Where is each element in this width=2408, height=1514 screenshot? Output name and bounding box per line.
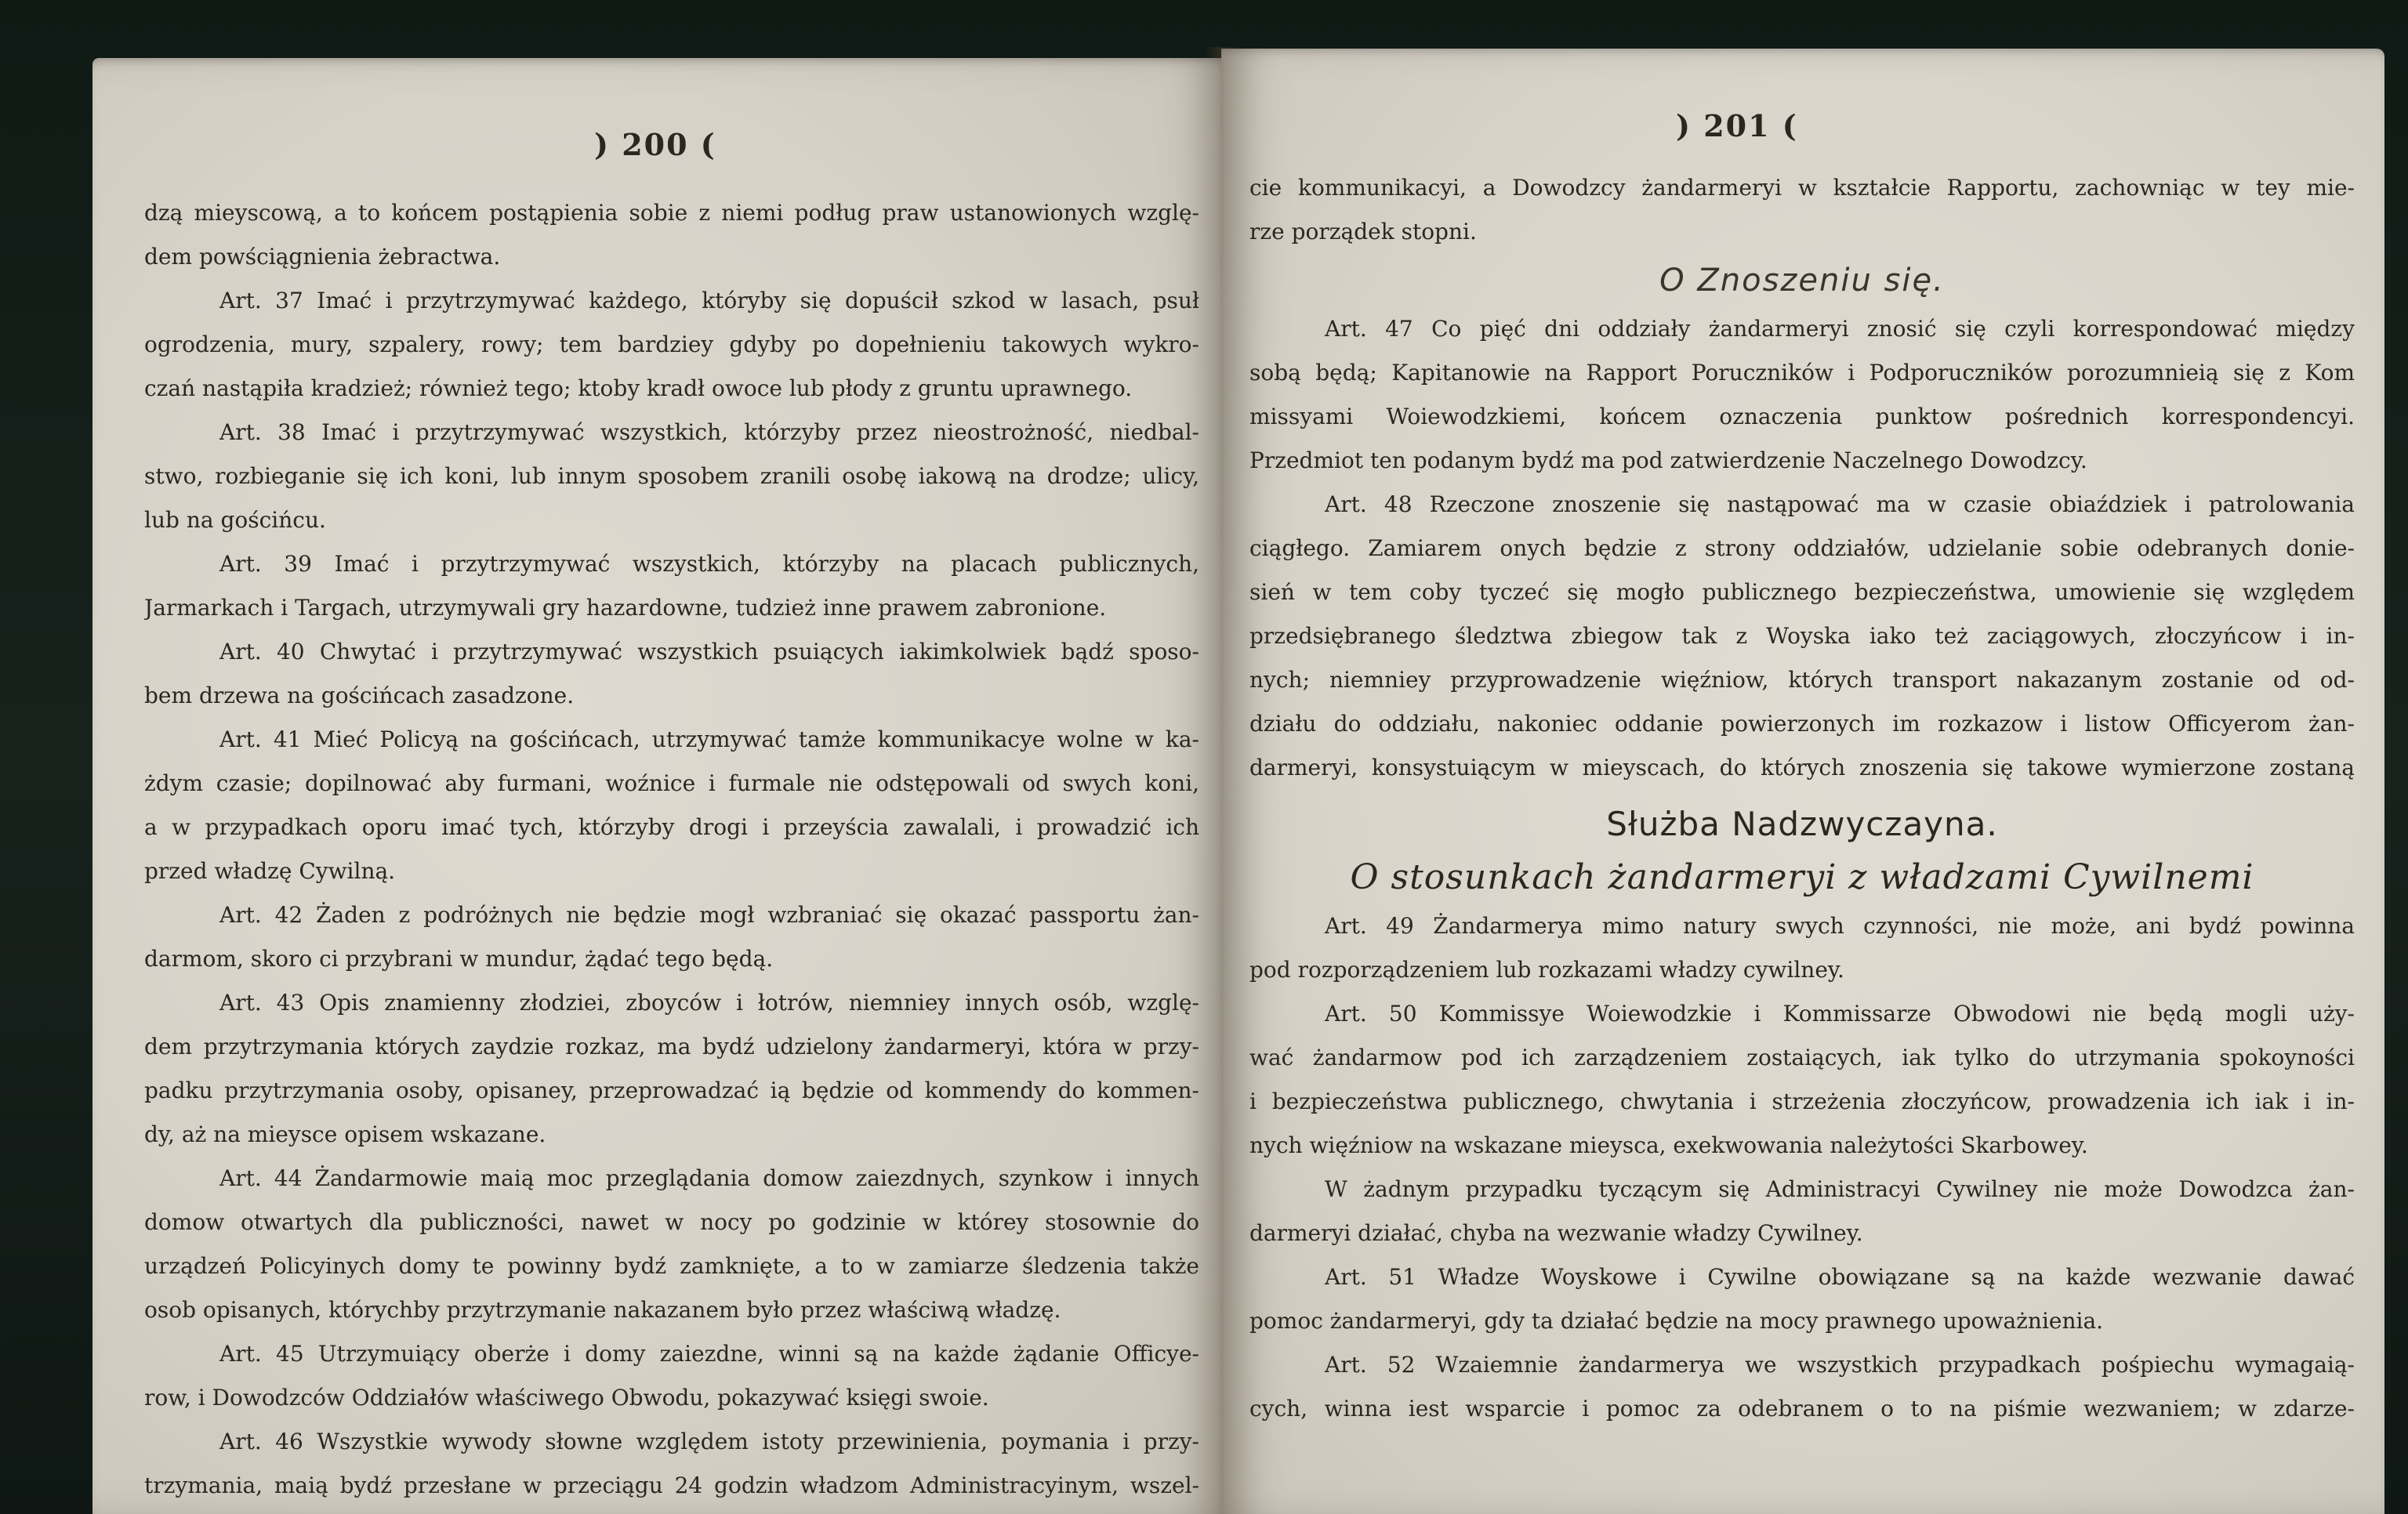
text-line: przedsiębranego śledztwa zbiegow tak z Woyska iako też zaciągowych, złoczyńcow i in-	[1249, 623, 2355, 649]
text-line: lub na gościńcu.	[144, 507, 326, 533]
text-line: dy, aż na mieysce opisem wskazane.	[144, 1121, 546, 1147]
text-line: bem drzewa na gościńcach zasadzone.	[144, 683, 575, 708]
text-line: czań nastąpiła kradzież; również tego; ktoby kradł owoce lub płody z gruntu uprawnego.	[144, 375, 1133, 401]
text-line: Art. 47 Co pięć dni oddziały żandarmeryi znosić się czyli korrespondować między	[1325, 316, 2355, 342]
text-line: Art. 48 Rzeczone znoszenie się nastąpować ma w czasie obiaździek i patrolowania	[1325, 491, 2355, 517]
text-line: darmeryi działać, chyba na wezwanie władzy Cywilney.	[1249, 1220, 1863, 1246]
text-line: przed władzę Cywilną.	[144, 858, 396, 884]
text-line: darmom, skoro ci przybrani w mundur, żądać tego będą.	[144, 946, 774, 972]
page-number-right: ) 201 (	[1676, 108, 1798, 143]
text-line: sień w tem coby tyczeć się mogło publicznego bezpieczeństwa, umowienie się względem	[1249, 579, 2355, 605]
text-line: Art. 41 Mieć Policyą na gościńcach, utrzymywać tamże kommunikacye wolne w ka-	[219, 726, 1199, 752]
text-line: a w przypadkach oporu imać tych, którzyby drogi i przeyścia zawalali, i prowadzić ich	[144, 814, 1199, 840]
text-line: rze porządek stopni.	[1249, 219, 1477, 244]
text-line: dem powściągnienia żebractwa.	[144, 244, 501, 270]
text-line: trzymania, maią bydź przesłane w przeciągu 24 godzin władzom Administracyinym, wszel-	[144, 1472, 1199, 1498]
text-line: stwo, rozbieganie się ich koni, lub innym sposobem zranili osobę iakową na drodze; ulicy,	[144, 463, 1199, 489]
text-line: osob opisanych, którychby przytrzymanie nakazanem było przez właściwą władzę.	[144, 1297, 1061, 1323]
text-line: Art. 50 Kommissye Woiewodzkie i Kommissarze Obwodowi nie będą mogli uży-	[1325, 1001, 2355, 1027]
section-heading-stosunki: O stosunkach żandarmeryi z władzami Cywilnemi	[1350, 857, 2254, 897]
text-line: Art. 46 Wszystkie wywody słowne względem istoty przewinienia, poymania i przy-	[219, 1429, 1199, 1454]
text-line: Art. 43 Opis znamienny złodziei, zboyców i łotrów, niemniey innych osób, wzglę-	[219, 990, 1199, 1016]
text-line: padku przytrzymania osoby, opisaney, przeprowadzać ią będzie od kommendy do kommen-	[144, 1078, 1199, 1103]
text-line: sobą będą; Kapitanowie na Rapport Poruczników i Podporuczników porozumnieią się z Kom	[1249, 360, 2355, 386]
left-page	[92, 58, 1221, 1514]
text-line: Przedmiot ten podanym bydź ma pod zatwierdzenie Naczelnego Dowodzcy.	[1249, 447, 2087, 473]
text-line: missyami Woiewodzkiemi, końcem oznaczenia punktow pośrednich korrespondencyi.	[1249, 404, 2355, 429]
text-line: cych, winna iest wsparcie i pomoc za odebranem o to na piśmie wezwaniem; w zdarze-	[1249, 1396, 2355, 1422]
text-line: Art. 42 Żaden z podróżnych nie będzie mogł wzbraniać się okazać passportu żan-	[219, 902, 1199, 928]
text-line: wać żandarmow pod ich zarządzeniem zostaiących, iak tylko do utrzymania spokoyności	[1249, 1045, 2355, 1070]
text-line: ciągłego. Zamiarem onych będzie z strony oddziałów, udzielanie sobie odebranych donie-	[1249, 535, 2355, 561]
text-line: cie kommunikacyi, a Dowodzcy żandarmeryi w kształcie Rapportu, zachowniąc w tey mie-	[1249, 175, 2355, 201]
text-line: Art. 37 Imać i przytrzymywać każdego, któryby się dopuścił szkod w lasach, psuł	[219, 288, 1199, 313]
text-line: domow otwartych dla publiczności, nawet w nocy po godzinie w którey stosownie do	[144, 1209, 1199, 1235]
text-line: W żadnym przypadku tyczącym się Administracyi Cywilney nie może Dowodzca żan-	[1325, 1176, 2355, 1202]
text-line: Art. 38 Imać i przytrzymywać wszystkich, którzyby przez nieostrożność, niedbal-	[219, 419, 1199, 445]
text-line: nych więźniow na wskazane mieysca, exekwowania należytości Skarbowey.	[1249, 1132, 2088, 1158]
text-line: row, i Dowodzców Oddziałów właściwego Obwodu, pokazywać księgi swoie.	[144, 1385, 989, 1411]
text-line: Art. 45 Utrzymuiący oberże i domy zaiezdne, winni są na każde żądanie Officye-	[219, 1341, 1199, 1367]
text-line: Art. 51 Władze Woyskowe i Cywilne obowiązane są na każde wezwanie dawać	[1325, 1264, 2355, 1290]
text-line: Art. 49 Żandarmerya mimo natury swych czynności, nie może, ani bydź powinna	[1325, 913, 2355, 939]
text-line: dem przytrzymania których zaydzie rozkaz, ma bydź udzielony żandarmeryi, która w przy-	[144, 1034, 1199, 1059]
text-line: dzą mieyscową, a to końcem postąpienia sobie z niemi podług praw ustanowionych wzglę-	[144, 200, 1199, 226]
text-line: i bezpieczeństwa publicznego, chwytania i strzeżenia złoczyńcow, prowadzenia ich iak i in-	[1249, 1088, 2355, 1114]
text-line: Jarmarkach i Targach, utrzymywali gry hazardowne, tudzież inne prawem zabronione.	[144, 595, 1107, 621]
continuation-paragraph	[1249, 166, 2355, 254]
articles-47-48	[1249, 307, 2355, 790]
right-page-text	[1249, 166, 2355, 1431]
text-line: darmeryi, konsystuiącym w mieyscach, do których znoszenia się takowe wymierzone zostaną	[1249, 755, 2355, 781]
text-line: działu do oddziału, nakoniec oddanie powierzonych im rozkazow i listow Officyerom żan-	[1249, 711, 2355, 737]
right-page	[1221, 49, 2384, 1514]
text-line: Art. 52 Wzaiemnie żandarmerya we wszystkich przypadkach pośpiechu wymagaią-	[1325, 1352, 2355, 1378]
section-heading-znoszenie: O Znoszeniu się.	[1659, 263, 1945, 299]
text-line: żdym czasie; dopilnować aby furmani, woźnice i furmale nie odstępowali od swych koni,	[144, 770, 1199, 796]
page-number-left: ) 200 (	[594, 127, 716, 162]
text-line: Art. 40 Chwytać i przytrzymywać wszystkich psuiących iakimkolwiek bądź sposo-	[219, 639, 1199, 665]
text-line: pod rozporządzeniem lub rozkazami władzy cywilney.	[1249, 957, 1844, 983]
articles-49-52	[1249, 904, 2355, 1431]
text-line: ogrodzenia, mury, szpalery, rowy; tem bardziey gdyby po dopełnieniu takowych wykro-	[144, 331, 1199, 357]
text-line: urządzeń Policyinych domy te powinny bydź zamknięte, a to w zamiarze śledzenia także	[144, 1253, 1199, 1279]
text-line: Art. 44 Żandarmowie maią moc przeglądania domow zaiezdnych, szynkow i innych	[219, 1165, 1199, 1191]
section-heading-sluzba: Służba Nadzwyczayna.	[1606, 805, 1998, 843]
text-line: Art. 39 Imać i przytrzymywać wszystkich, którzyby na placach publicznych,	[219, 551, 1199, 577]
text-line: nych; niemniey przyprowadzenie więźniow, których transport nakazanym zostanie od od-	[1249, 667, 2355, 693]
text-line: pomoc żandarmeryi, gdy ta działać będzie na mocy prawnego upoważnienia.	[1249, 1308, 2104, 1334]
left-page-text	[144, 191, 1199, 1508]
